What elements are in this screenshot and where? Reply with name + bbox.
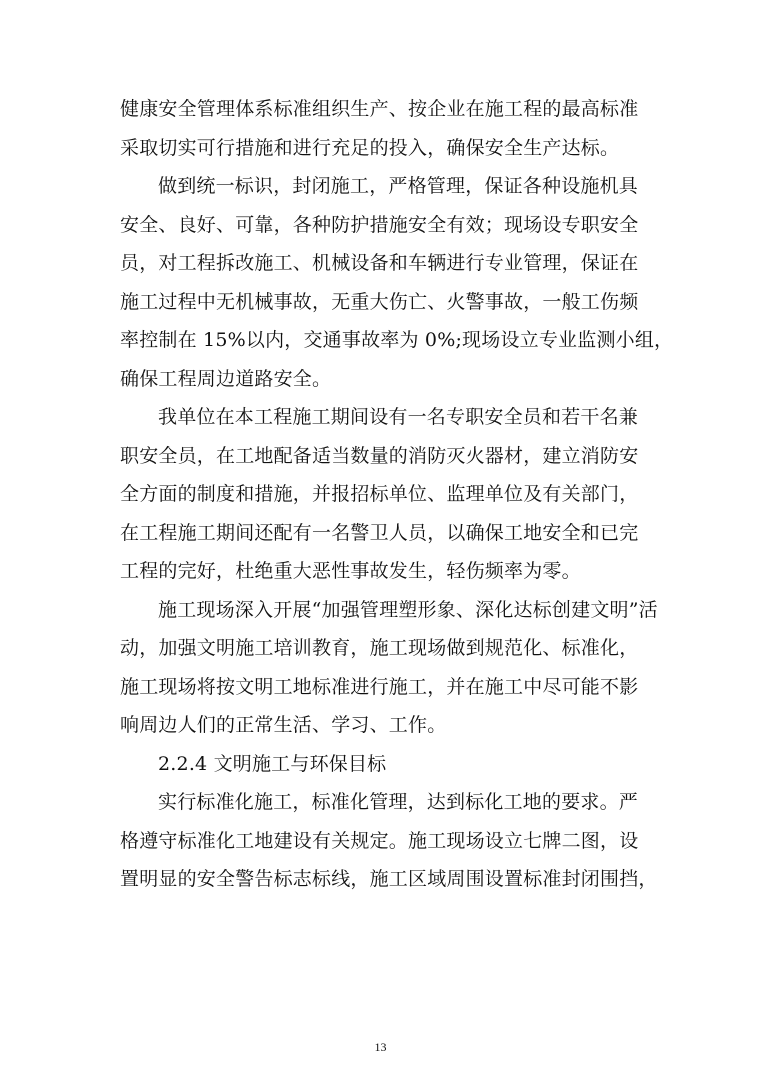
text-line: 健康安全管理体系标准组织生产、按企业在施工程的最高标准 bbox=[120, 98, 639, 120]
text-line: 率控制在 15%以内，交通事故率为 0%;现场设立专业监测小组， bbox=[120, 329, 674, 351]
text-line: 响周边人们的正常生活、学习、工作。 bbox=[120, 714, 447, 736]
text-line: 动，加强文明施工培训教育，施工现场做到规范化、标准化， bbox=[120, 637, 639, 659]
page-number: 13 bbox=[374, 1040, 387, 1054]
text-line: 置明显的安全警告标志标线，施工区域周围设置标准封闭围挡， bbox=[120, 868, 658, 890]
text-line: 采取切实可行措施和进行充足的投入，确保安全生产达标。 bbox=[120, 136, 620, 159]
text-line: 在工程施工期间还配有一名警卫人员，以确保工地安全和已完 bbox=[120, 521, 639, 544]
text-line: 工程的完好，杜绝重大恶性事故发生，轻伤频率为零。 bbox=[120, 560, 581, 582]
paragraph-start-line: 实行标准化施工，标准化管理，达到标化工地的要求。严 bbox=[158, 791, 639, 813]
text-line: 格遵守标准化工地建设有关规定。施工现场设立七牌二图，设 bbox=[120, 829, 639, 852]
text-line: 员，对工程拆改施工、机械设备和车辆进行专业管理，保证在 bbox=[120, 252, 639, 274]
text-line: 施工现场将按文明工地标准进行施工，并在施工中尽可能不影 bbox=[120, 675, 639, 698]
text-line: 全方面的制度和措施，并报招标单位、监理单位及有关部门， bbox=[120, 483, 639, 505]
text-line: 确保工程周边道路安全。 bbox=[120, 367, 332, 390]
text-line: 施工过程中无机械事故，无重大伤亡、火警事故，一般工伤频 bbox=[120, 290, 639, 313]
section-heading: 2.2.4 文明施工与环保目标 bbox=[158, 752, 387, 775]
paragraph-start-line: 做到统一标识，封闭施工，严格管理，保证各种设施机具 bbox=[158, 175, 639, 197]
paragraph-start-line: 施工现场深入开展“加强管理塑形象、深化达标创建文明”活 bbox=[158, 598, 658, 621]
paragraph-start-line: 我单位在本工程施工期间设有一名专职安全员和若干名兼 bbox=[158, 406, 639, 428]
text-line: 职安全员，在工地配备适当数量的消防灭火器材，建立消防安 bbox=[120, 444, 639, 467]
text-line: 安全、良好、可靠，各种防护措施安全有效；现场设专职安全 bbox=[120, 213, 639, 236]
body-text bbox=[120, 90, 674, 899]
